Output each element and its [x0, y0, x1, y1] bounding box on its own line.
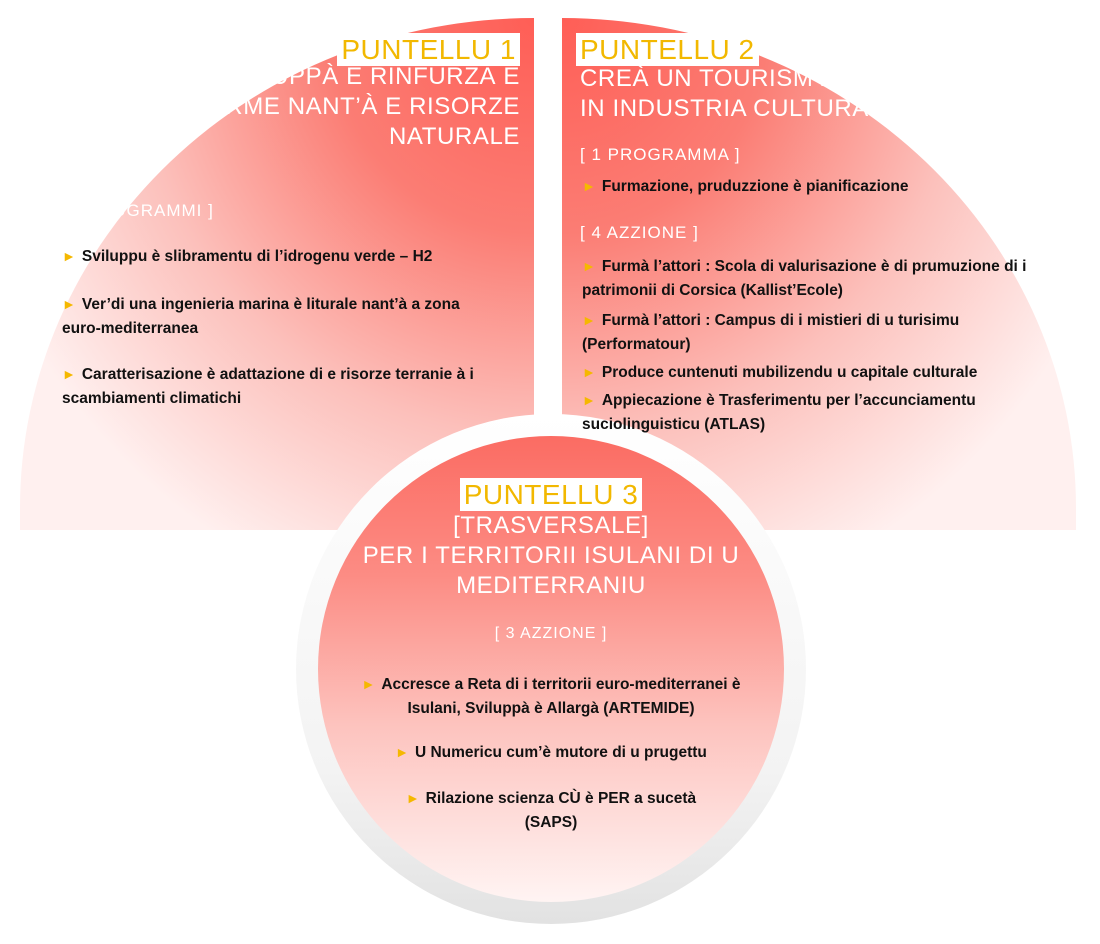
triangle-right-icon: ► — [582, 392, 596, 408]
pillar-2-action-count: [ 4 AZZIONE ] — [580, 223, 699, 242]
pillar-1-item: ► Ver’di una ingenieria marina è liturale nant’à a zona euro-mediterranea — [62, 296, 460, 337]
pillar-1-program-count: [ 3 PRUGRAMMI ] — [60, 201, 214, 220]
pillar-3-label: PUNTELLU 3 — [460, 478, 643, 511]
pillar-3-action-count: [ 3 AZZIONE ] — [494, 625, 608, 642]
pillar-3-label-wrap — [318, 478, 784, 511]
pillar-2-title-line: IN INDUSTRIA CULTURALE — [580, 95, 900, 122]
pillar-3-title — [330, 511, 772, 601]
pillar-1-title-line: NATURALE — [388, 123, 520, 150]
pillar-3-item: ► Rilazione scienza CÙ è PER a sucetà (SAPS) — [405, 790, 697, 831]
pillar-2-action: ► Appiecazione è Trasferimentu per l’accunciamentu suciolinguisticu (ATLAS) — [582, 392, 976, 433]
pillar-3-item: ► U Numericu cum’è mutore di u prugettu — [395, 744, 707, 761]
pillar-1-title-line: SVILUPPÀ È RINFURZÀ E — [216, 63, 520, 90]
pillar-2-action: ► Produce cuntenuti mubilizendu u capitale culturale — [582, 364, 978, 381]
triangle-right-icon: ► — [582, 364, 596, 380]
pillar-1-label: PUNTELLU 1 — [337, 33, 520, 66]
triangle-right-icon: ► — [62, 248, 76, 264]
triangle-right-icon: ► — [405, 790, 420, 806]
pillar-1-title-line: PIATTAFORME NANT’À E RISORZE — [106, 93, 520, 120]
triangle-right-icon: ► — [582, 258, 596, 274]
triangle-right-icon: ► — [62, 366, 76, 382]
pillar-1-item: ► Sviluppu è slibramentu di l’idrogenu verde – H2 — [62, 248, 433, 265]
pillar-2-program: ► Furmazione, pruduzzione è pianificazione — [582, 178, 909, 195]
pillar-2-label-wrap — [576, 33, 759, 66]
pillar-3-item: ► Accresce a Reta di i territorii euro-mediterranei è Isulani, Sviluppà è Allargà (ARTEMIDE) — [361, 676, 741, 717]
pillar-2-title-line: CREÀ UN TOURISM’LAB — [580, 65, 867, 92]
pillar-2-program-count: [ 1 PROGRAMMA ] — [580, 145, 741, 164]
pillar-3-title-line: MEDITERRANIU — [456, 572, 646, 599]
pillar-1-item: ► Caratterisazione è adattazione di e risorze terranie à i scambiamenti climatichi — [62, 366, 474, 407]
pillar-1-title — [107, 62, 520, 152]
triangle-right-icon: ► — [62, 296, 76, 312]
pillar-2-title — [580, 64, 899, 124]
pillar-2-label: PUNTELLU 2 — [576, 33, 759, 66]
triangle-right-icon: ► — [395, 744, 409, 760]
pillar-3-title-line: [TRASVERSALE] — [453, 512, 649, 539]
pillar-2-action: ► Furmà l’attori : Campus di i mistieri di u turisimu (Performatour) — [582, 312, 960, 353]
pillar-2-action: ► Furmà l’attori : Scola di valurisazione è di prumuzione di i patrimonii di Corsica (Kallist’Ecole) — [582, 258, 1027, 299]
triangle-right-icon: ► — [361, 676, 376, 692]
triangle-right-icon: ► — [582, 178, 596, 194]
triangle-right-icon: ► — [582, 312, 596, 328]
pillar-3-title-line: PER I TERRITORII ISULANI DI U — [362, 542, 740, 569]
